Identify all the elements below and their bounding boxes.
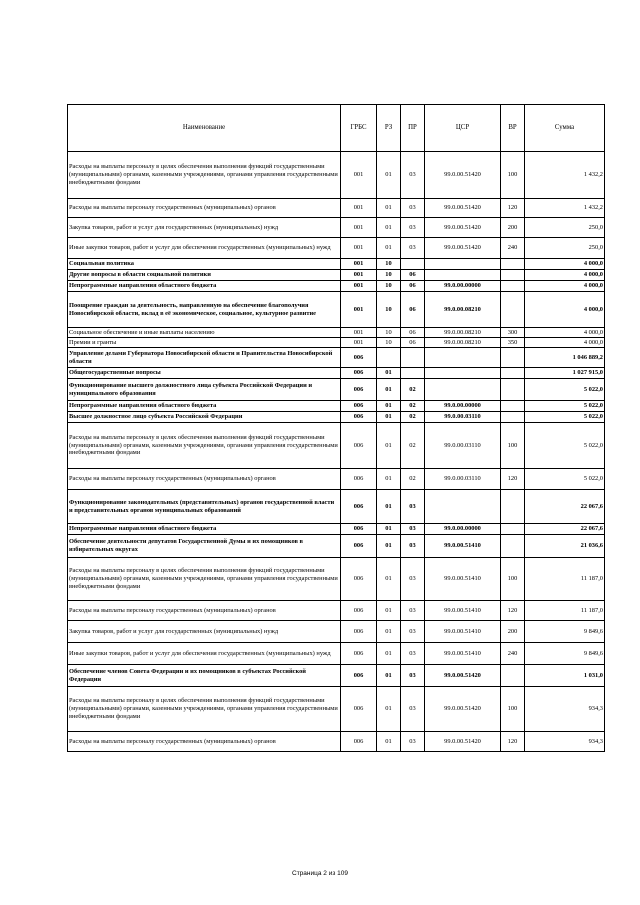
- header-name: Наименование: [68, 105, 341, 152]
- row-vr-cell: [501, 259, 525, 270]
- table-row: [68, 535, 605, 558]
- row-rz-cell: 01: [377, 238, 401, 259]
- row-pr-cell: 02: [401, 401, 425, 412]
- table-row: [68, 401, 605, 412]
- row-rz-cell: [377, 348, 401, 368]
- row-rz-cell: 01: [377, 601, 401, 621]
- table-row: [68, 199, 605, 218]
- row-grbs-cell: 006: [341, 601, 377, 621]
- row-sum-cell: 1 027 915,0: [525, 368, 605, 379]
- row-csr-cell: 99.0.00.51420: [425, 687, 501, 732]
- row-pr-cell: 03: [401, 218, 425, 238]
- row-sum-cell: 4 000,0: [525, 328, 605, 338]
- row-vr-cell: 120: [501, 601, 525, 621]
- row-name-cell: Непрограммные направления областного бюджета: [68, 281, 341, 292]
- row-rz-cell: 01: [377, 490, 401, 524]
- table-row: [68, 368, 605, 379]
- row-csr-cell: [425, 490, 501, 524]
- row-name-cell: Непрограммные направления областного бюджета: [68, 401, 341, 412]
- header-pr: ПР: [401, 105, 425, 152]
- row-rz-cell: 01: [377, 643, 401, 665]
- row-vr-cell: [501, 535, 525, 558]
- row-sum-cell: 5 022,0: [525, 412, 605, 423]
- row-csr-cell: 99.0.00.03110: [425, 412, 501, 423]
- row-grbs-cell: 006: [341, 469, 377, 490]
- row-sum-cell: 11 187,0: [525, 558, 605, 601]
- row-pr-cell: [401, 368, 425, 379]
- row-grbs-cell: 006: [341, 643, 377, 665]
- row-csr-cell: 99.0.00.51410: [425, 535, 501, 558]
- header-rz: РЗ: [377, 105, 401, 152]
- row-pr-cell: 06: [401, 328, 425, 338]
- row-rz-cell: 10: [377, 328, 401, 338]
- row-vr-cell: 200: [501, 621, 525, 643]
- row-grbs-cell: 006: [341, 621, 377, 643]
- row-sum-cell: 1 432,2: [525, 152, 605, 199]
- row-vr-cell: 200: [501, 218, 525, 238]
- row-grbs-cell: 006: [341, 665, 377, 687]
- row-sum-cell: 1 432,2: [525, 199, 605, 218]
- row-grbs-cell: 006: [341, 401, 377, 412]
- row-name-cell: Закупка товаров, работ и услуг для государственных (муниципальных) нужд: [68, 621, 341, 643]
- row-name-cell: Другие вопросы в области социальной политики: [68, 270, 341, 281]
- row-grbs-cell: 001: [341, 270, 377, 281]
- row-grbs-cell: 006: [341, 524, 377, 535]
- row-sum-cell: 21 036,6: [525, 535, 605, 558]
- row-name-cell: Социальное обеспечение и иные выплаты населению: [68, 328, 341, 338]
- row-rz-cell: 10: [377, 259, 401, 270]
- row-sum-cell: 250,0: [525, 238, 605, 259]
- row-name-cell: Расходы на выплаты персоналу государственных (муниципальных) органов: [68, 732, 341, 752]
- row-rz-cell: 01: [377, 469, 401, 490]
- row-name-cell: Премии и гранты: [68, 338, 341, 348]
- row-name-cell: Иные закупки товаров, работ и услуг для обеспечения государственных (муниципальных) нужд: [68, 238, 341, 259]
- row-pr-cell: 03: [401, 732, 425, 752]
- table-row: [68, 643, 605, 665]
- row-grbs-cell: 006: [341, 412, 377, 423]
- row-rz-cell: 01: [377, 665, 401, 687]
- row-name-cell: Непрограммные направления областного бюджета: [68, 524, 341, 535]
- row-grbs-cell: 001: [341, 259, 377, 270]
- row-vr-cell: [501, 401, 525, 412]
- row-csr-cell: 99.0.00.03110: [425, 423, 501, 469]
- row-rz-cell: 10: [377, 281, 401, 292]
- row-grbs-cell: 006: [341, 687, 377, 732]
- row-csr-cell: 99.0.00.51420: [425, 238, 501, 259]
- row-sum-cell: 5 022,0: [525, 469, 605, 490]
- row-pr-cell: 02: [401, 412, 425, 423]
- row-sum-cell: 9 849,6: [525, 621, 605, 643]
- row-pr-cell: 02: [401, 469, 425, 490]
- header-vr: ВР: [501, 105, 525, 152]
- row-sum-cell: 9 849,6: [525, 643, 605, 665]
- row-rz-cell: 10: [377, 270, 401, 281]
- table-row: [68, 238, 605, 259]
- row-sum-cell: 22 067,6: [525, 524, 605, 535]
- row-name-cell: Закупка товаров, работ и услуг для государственных (муниципальных) нужд: [68, 218, 341, 238]
- row-grbs-cell: 006: [341, 732, 377, 752]
- row-sum-cell: 22 067,6: [525, 490, 605, 524]
- table-row: [68, 152, 605, 199]
- row-sum-cell: 5 022,0: [525, 423, 605, 469]
- table-row: [68, 469, 605, 490]
- row-pr-cell: 03: [401, 535, 425, 558]
- row-csr-cell: 99.0.00.03110: [425, 469, 501, 490]
- row-pr-cell: 03: [401, 152, 425, 199]
- row-name-cell: Обеспечение членов Совета Федерации и их помощников в субъектах Российской Федерации: [68, 665, 341, 687]
- row-name-cell: Расходы на выплаты персоналу в целях обеспечения выполнения функций государственными (муниципальными) органами, казенными учреждениями, органами управления государственными внебюджетными фондами: [68, 152, 341, 199]
- row-name-cell: Расходы на выплаты персоналу государственных (муниципальных) органов: [68, 601, 341, 621]
- row-name-cell: Обеспечение деятельности депутатов Государственной Думы и их помощников в избирательных округах: [68, 535, 341, 558]
- row-vr-cell: [501, 281, 525, 292]
- row-pr-cell: 02: [401, 379, 425, 401]
- row-name-cell: Социальная политика: [68, 259, 341, 270]
- row-rz-cell: 01: [377, 732, 401, 752]
- row-vr-cell: 100: [501, 152, 525, 199]
- table-row: [68, 328, 605, 338]
- row-pr-cell: 06: [401, 338, 425, 348]
- row-sum-cell: 11 187,0: [525, 601, 605, 621]
- row-grbs-cell: 006: [341, 423, 377, 469]
- row-vr-cell: [501, 490, 525, 524]
- row-rz-cell: 01: [377, 218, 401, 238]
- budget-table: [67, 104, 605, 752]
- page-footer: Страница 2 из 109: [292, 870, 348, 877]
- row-pr-cell: 03: [401, 643, 425, 665]
- row-rz-cell: 01: [377, 687, 401, 732]
- row-pr-cell: 03: [401, 687, 425, 732]
- row-sum-cell: 1 046 889,2: [525, 348, 605, 368]
- table-row: [68, 490, 605, 524]
- table-row: [68, 379, 605, 401]
- row-csr-cell: 99.0.00.51410: [425, 558, 501, 601]
- row-grbs-cell: 001: [341, 292, 377, 328]
- table-row: [68, 665, 605, 687]
- row-rz-cell: 01: [377, 379, 401, 401]
- row-sum-cell: 4 000,0: [525, 259, 605, 270]
- row-name-cell: Расходы на выплаты персоналу в целях обеспечения выполнения функций государственными (муниципальными) органами, казенными учреждениями, органами управления государственными внебюджетными фондами: [68, 687, 341, 732]
- row-pr-cell: 06: [401, 281, 425, 292]
- table-header: [68, 105, 605, 152]
- row-pr-cell: [401, 259, 425, 270]
- table-row: [68, 423, 605, 469]
- row-name-cell: Расходы на выплаты персоналу государственных (муниципальных) органов: [68, 199, 341, 218]
- row-vr-cell: [501, 270, 525, 281]
- row-vr-cell: [501, 348, 525, 368]
- row-rz-cell: 10: [377, 292, 401, 328]
- row-vr-cell: 120: [501, 469, 525, 490]
- row-grbs-cell: 006: [341, 558, 377, 601]
- header-csr: ЦСР: [425, 105, 501, 152]
- row-sum-cell: 4 000,0: [525, 292, 605, 328]
- row-name-cell: Расходы на выплаты персоналу в целях обеспечения выполнения функций государственными (муниципальными) органами, казенными учреждениями, органами управления государственными внебюджетными фондами: [68, 558, 341, 601]
- row-vr-cell: [501, 524, 525, 535]
- row-sum-cell: 4 000,0: [525, 270, 605, 281]
- row-vr-cell: 100: [501, 558, 525, 601]
- row-grbs-cell: 001: [341, 281, 377, 292]
- row-vr-cell: 120: [501, 732, 525, 752]
- table-row: [68, 558, 605, 601]
- row-csr-cell: [425, 270, 501, 281]
- table-row: [68, 292, 605, 328]
- row-rz-cell: 10: [377, 338, 401, 348]
- row-grbs-cell: 001: [341, 338, 377, 348]
- row-csr-cell: 99.0.00.08210: [425, 292, 501, 328]
- row-grbs-cell: 001: [341, 328, 377, 338]
- row-pr-cell: 03: [401, 490, 425, 524]
- row-grbs-cell: 006: [341, 379, 377, 401]
- row-pr-cell: 03: [401, 558, 425, 601]
- table-row: [68, 348, 605, 368]
- row-csr-cell: 99.0.00.08210: [425, 338, 501, 348]
- row-pr-cell: 02: [401, 423, 425, 469]
- row-name-cell: Поощрение граждан за деятельность, направленную на обеспечение благополучия Новосибирской области, вклад в её экономическое, социальное, культурное развитие: [68, 292, 341, 328]
- row-sum-cell: 934,3: [525, 687, 605, 732]
- row-name-cell: Функционирование законодательных (представительных) органов государственной власти и представительных органов муниципальных образований: [68, 490, 341, 524]
- row-rz-cell: 01: [377, 558, 401, 601]
- table-row: [68, 281, 605, 292]
- table-row: [68, 601, 605, 621]
- row-csr-cell: [425, 259, 501, 270]
- row-name-cell: Расходы на выплаты персоналу в целях обеспечения выполнения функций государственными (муниципальными) органами, казенными учреждениями, органами управления государственными внебюджетными фондами: [68, 423, 341, 469]
- row-grbs-cell: 001: [341, 218, 377, 238]
- row-vr-cell: 300: [501, 328, 525, 338]
- row-csr-cell: [425, 379, 501, 401]
- row-rz-cell: 01: [377, 368, 401, 379]
- row-csr-cell: 99.0.00.00000: [425, 281, 501, 292]
- row-name-cell: Общегосударственные вопросы: [68, 368, 341, 379]
- row-csr-cell: 99.0.00.51420: [425, 218, 501, 238]
- row-csr-cell: 99.0.00.51420: [425, 199, 501, 218]
- row-csr-cell: 99.0.00.51410: [425, 643, 501, 665]
- row-sum-cell: 4 000,0: [525, 338, 605, 348]
- row-pr-cell: 06: [401, 270, 425, 281]
- row-grbs-cell: 001: [341, 238, 377, 259]
- row-vr-cell: [501, 379, 525, 401]
- header-sum: Сумма: [525, 105, 605, 152]
- row-vr-cell: 240: [501, 238, 525, 259]
- row-grbs-cell: 001: [341, 199, 377, 218]
- row-csr-cell: [425, 368, 501, 379]
- row-sum-cell: 5 022,0: [525, 401, 605, 412]
- row-name-cell: Функционирование высшего должностного лица субъекта Российской Федерации и муниципального образования: [68, 379, 341, 401]
- row-pr-cell: 03: [401, 524, 425, 535]
- row-sum-cell: 5 022,0: [525, 379, 605, 401]
- row-vr-cell: 350: [501, 338, 525, 348]
- row-csr-cell: 99.0.00.51410: [425, 621, 501, 643]
- row-rz-cell: 01: [377, 524, 401, 535]
- row-vr-cell: 240: [501, 643, 525, 665]
- row-pr-cell: 03: [401, 621, 425, 643]
- row-rz-cell: 01: [377, 423, 401, 469]
- row-vr-cell: 100: [501, 423, 525, 469]
- row-name-cell: Иные закупки товаров, работ и услуг для обеспечения государственных (муниципальных) нужд: [68, 643, 341, 665]
- row-vr-cell: [501, 412, 525, 423]
- table-row: [68, 259, 605, 270]
- row-csr-cell: 99.0.00.51410: [425, 601, 501, 621]
- row-pr-cell: 03: [401, 665, 425, 687]
- table-row: [68, 338, 605, 348]
- row-rz-cell: 01: [377, 621, 401, 643]
- row-vr-cell: [501, 665, 525, 687]
- table-row: [68, 687, 605, 732]
- row-name-cell: Высшее должностное лицо субъекта Российской Федерации: [68, 412, 341, 423]
- row-sum-cell: 250,0: [525, 218, 605, 238]
- row-rz-cell: 01: [377, 535, 401, 558]
- row-name-cell: Управление делами Губернатора Новосибирской области и Правительства Новосибирской области: [68, 348, 341, 368]
- row-vr-cell: [501, 368, 525, 379]
- row-csr-cell: 99.0.00.51420: [425, 152, 501, 199]
- row-csr-cell: 99.0.00.00000: [425, 401, 501, 412]
- row-grbs-cell: 006: [341, 348, 377, 368]
- row-grbs-cell: 006: [341, 368, 377, 379]
- row-vr-cell: 100: [501, 687, 525, 732]
- table-row: [68, 621, 605, 643]
- row-grbs-cell: 006: [341, 490, 377, 524]
- row-csr-cell: 99.0.00.51420: [425, 732, 501, 752]
- row-rz-cell: 01: [377, 152, 401, 199]
- row-pr-cell: 06: [401, 292, 425, 328]
- row-name-cell: Расходы на выплаты персоналу государственных (муниципальных) органов: [68, 469, 341, 490]
- row-csr-cell: 99.0.00.08210: [425, 328, 501, 338]
- row-rz-cell: 01: [377, 412, 401, 423]
- row-csr-cell: 99.0.00.00000: [425, 524, 501, 535]
- row-sum-cell: 1 031,0: [525, 665, 605, 687]
- row-grbs-cell: 006: [341, 535, 377, 558]
- row-pr-cell: [401, 348, 425, 368]
- row-csr-cell: [425, 348, 501, 368]
- row-sum-cell: 934,3: [525, 732, 605, 752]
- row-rz-cell: 01: [377, 401, 401, 412]
- row-rz-cell: 01: [377, 199, 401, 218]
- row-csr-cell: 99.0.00.51420: [425, 665, 501, 687]
- row-grbs-cell: 001: [341, 152, 377, 199]
- row-pr-cell: 03: [401, 199, 425, 218]
- table-row: [68, 270, 605, 281]
- header-grbs: ГРБС: [341, 105, 377, 152]
- row-pr-cell: 03: [401, 238, 425, 259]
- table-row: [68, 524, 605, 535]
- row-sum-cell: 4 000,0: [525, 281, 605, 292]
- row-vr-cell: [501, 292, 525, 328]
- row-vr-cell: 120: [501, 199, 525, 218]
- table-row: [68, 732, 605, 752]
- table-row: [68, 412, 605, 423]
- row-pr-cell: 03: [401, 601, 425, 621]
- table-row: [68, 218, 605, 238]
